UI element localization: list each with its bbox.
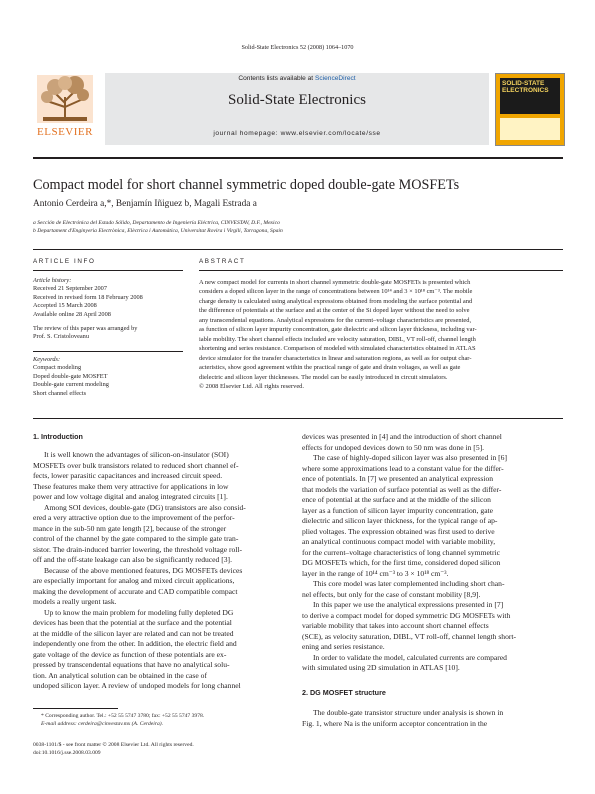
abstract-line: device simulator for the transfer characteristics in linear and saturation regions, as well as for output char- [199,354,472,362]
abstract-bottom-divider [33,418,563,419]
text-line: dielectric and silicon layer thickness, for the typical range of ap- [302,516,498,525]
text-line: (SCE), as velocity saturation, DIBL, VT roll-off, channel length short- [302,631,517,641]
issn-line: 0038-1101/$ - see front matter © 2008 Elsevier Ltd. All rights reserved. [33,742,194,748]
abstract-line: A new compact model for currents in short channel symmetric double-gate MOSFETs is presented which [199,279,471,286]
abstract-heading: ABSTRACT [199,258,246,265]
text-line: DG MOSFETs which, for the first time, considered doped silicon [302,558,501,567]
text-line: MOSFETs over bulk transistors related to reduced short channel ef- [33,460,239,470]
text-line: The case of highly-doped silicon layer was also presented in [6] [313,453,508,462]
text-line: for the current–voltage characteristics of long channel symmetric [302,547,500,557]
abstract-line: as function of silicon layer impurity concentration, gate dielectric and silicon layer thickness, including var- [199,326,477,334]
journal-cover-image [495,73,565,146]
affiliation-a: a Sección de Electrónica del Estado Sólido, Departamento de Ingeniería Eléctrica, CINVESTAV, D.F., Mexico [33,220,280,226]
copyright: © 2008 Elsevier Ltd. All rights reserved. [199,382,305,390]
publisher-name: ELSEVIER [37,126,93,138]
text-line: plied voltages. The expression obtained was first used to derive [302,526,495,536]
journal-title: Solid-State Electronics [228,92,366,108]
text-line: undoped silicon layer. A review of undoped models for long channel [33,681,241,690]
text-line: control of the channel by the gate compared to the simple gate tran- [33,534,239,543]
article-info-heading: ARTICLE INFO [33,258,96,265]
abstract-line: iable mobility. The short channel effects included are velocity saturation, DIBL, VT roll-off, channel length [199,335,476,343]
review-note: Prof. S. Cristoloveanu [33,333,89,341]
history-item: Received in revised form 18 February 2008 [33,293,143,301]
text-line: The double-gate transistor structure under analysis is shown in [313,708,504,717]
history-item: Available online 28 April 2008 [33,310,111,318]
text-line: ered a very attractive option due to the improvement of the perfor- [33,513,235,522]
abstract-rule [199,270,563,271]
text-line: to derive a compact model for doped symmetric DG MOSFETs with [302,610,511,620]
text-line: at the middle of the silicon layer are related and can not be treated [33,628,234,638]
footnote [41,712,291,728]
text-line: sistor. The drain-induced barrier lowering, the threshold voltage roll- [33,544,243,554]
abstract-line: dielectric and silicon layer thicknesses. The model can be easily introduced in circuit simulators. [199,373,448,381]
article-history [33,277,188,342]
review-note: The review of this paper was arranged by [33,325,138,333]
text-line: that models the variation of surface potential as well as the differ- [302,484,502,494]
journal-header [33,73,563,153]
text-line: power and low voltage digital and analog integrated circuits [1]. [33,492,228,501]
right-column [302,432,563,674]
text-line: with simulated using 2D simulation in ATLAS [10]. [302,663,460,672]
text-line: independently one from the other. In addition, the electric field and [33,639,237,648]
contents-line [105,75,489,82]
text-line: layer as a function of silicon layer impurity concentration, gate [302,505,494,515]
text-line: mance in the sub-50 nm gate length [2], because of the stronger [33,523,227,533]
text-line: tion. An analytical solution can be obtained in the case of [33,670,207,680]
text-line: It is well known the advantages of silicon-on-insulator (SOI) [44,450,229,459]
doi-line[interactable]: doi:10.1016/j.sse.2008.03.009 [33,750,101,756]
text-line: an analytical continuous compact model with variable mobility, [302,537,496,546]
text-line: devices was presented in [4] and the introduction of short channel [302,432,502,441]
keyword-item: Short channel effects [33,389,87,397]
front-matter [33,741,333,757]
section-2-title: 2. DG MOSFET structure [302,688,386,697]
abstract-line: any transcendental equations. Analytical expressions for the current–voltage characteristics are presented, [199,316,472,324]
header-divider [33,157,563,159]
text-line: layer in the range of 10¹⁴ cm⁻³ to 3 × 10¹⁸ cm⁻³. [302,568,449,578]
text-line: ence of potential at the surface and at the middle of the silicon [302,495,491,504]
abstract-text [199,278,563,391]
keywords-label: Keywords: [33,356,61,363]
text-line: effects for undoped devices down to 50 nm was done in [5]. [302,442,485,452]
text-line: Up to know the main problem for modeling fully depleted DG [44,607,234,617]
email-address: E-mail address: cerdeira@cinvestav.mx (A. Cerdeira). [41,721,164,727]
author-list: Antonio Cerdeira a,*, Benjamín Iñiguez b, Magali Estrada a [33,199,257,209]
journal-reference: Solid-State Electronics 52 (2008) 1064–1070 [241,44,354,51]
abstract-line: considers a doped silicon layer in the range of concentrations between 10¹⁴ and 3 × 10¹⁸ cm⁻³. The mobile [199,288,473,296]
contents-prefix: Contents lists available at [238,75,315,82]
section-1-title: 1. Introduction [33,432,83,441]
abstract-line: charge density is calculated using analytical expressions obtained from modeling the surface potential and [199,297,473,305]
text-line: ening and series resistance. [302,642,385,651]
text-line: variable mobility that takes into account short channel effects [302,621,489,630]
abstract-line: acteristics, show good agreement within the practical range of gate and drain voltages, as well as gate [199,364,461,372]
journal-banner [105,73,489,145]
article-info-rule [33,270,183,271]
history-item: Received 21 September 2007 [33,285,107,293]
text-line: ence of potentials. In [7] we presented an analytical expression [302,474,494,483]
keywords-rule [33,351,183,352]
info-divider [33,249,563,250]
text-line: off and the off-state leakage can also be significantly reduced [3]. [33,555,232,564]
text-line: These features make them very attractive for applications in low [33,481,229,491]
affiliation-b: b Departament d'Enginyeria Electrònica, Elèctrica i Automàtica, Universitat Rovira i Virgili, Tarragona, Spain [33,228,283,234]
abstract-line: shortening and series resistance. Comparison of modeled with simulated characteristics obtained in ATLAS [199,345,476,353]
text-line: gate voltage of the device as function of these potentials are ex- [33,649,227,659]
keyword-item: Compact modeling [33,364,82,372]
text-line: pressed by transcendental equations that have no analytical solu- [33,660,230,669]
keyword-item: Double-gate current modeling [33,381,109,389]
history-item: Accepted 15 March 2008 [33,302,97,310]
text-line: making the development of accurate and CAD compatible compact [33,586,238,596]
text-line: where some approximations lead to a constant value for the differ- [302,463,504,473]
text-line: fects, lower parasitic capacitances and increased circuit speed. [33,471,223,480]
text-line: models a really urgent task. [33,597,117,606]
paper-title: Compact model for short channel symmetric doped double-gate MOSFETs [33,177,460,193]
text-line: This core model was later complemented including short chan- [313,579,505,588]
abstract-line: the difference of potentials at the surface and at the center of the Si doped layer without the need to solve [199,307,470,315]
text-line: Among SOI devices, double-gate (DG) transistors are also consid- [44,502,246,512]
text-line: are especially important for analog and mixed circuit applications, [33,576,235,585]
text-line: nel effects, but only for the case of constant mobility [8,9]. [302,589,481,599]
section-2-text [302,708,563,729]
corresponding-author: * Corresponding author. Tel.: +52 55 5747 3780; fax: +52 55 5747 3978. [41,713,205,719]
text-line: In this paper we use the analytical expressions presented in [7] [313,600,504,609]
cover-title: SOLID-STATE ELECTRONICS [500,78,560,114]
text-line: Because of the above mentioned features, DG MOSFETs devices [44,565,243,575]
keyword-item: Doped double-gate MOSFET [33,372,108,380]
footnote-rule [33,708,118,709]
history-label: Article history: [33,277,72,284]
cover-strip [500,118,560,140]
text-line: devices has been that the potential at the surface and the potential [33,618,232,627]
keywords [33,356,188,398]
text-line: In order to validate the model, calculated currents are compared [313,652,507,662]
sciencedirect-link[interactable]: ScienceDirect [314,75,356,82]
journal-homepage[interactable]: journal homepage: www.elsevier.com/locate/sse [213,130,381,137]
text-line: Fig. 1, where Na is the uniform acceptor concentration in the [302,718,488,728]
left-column [33,450,287,692]
